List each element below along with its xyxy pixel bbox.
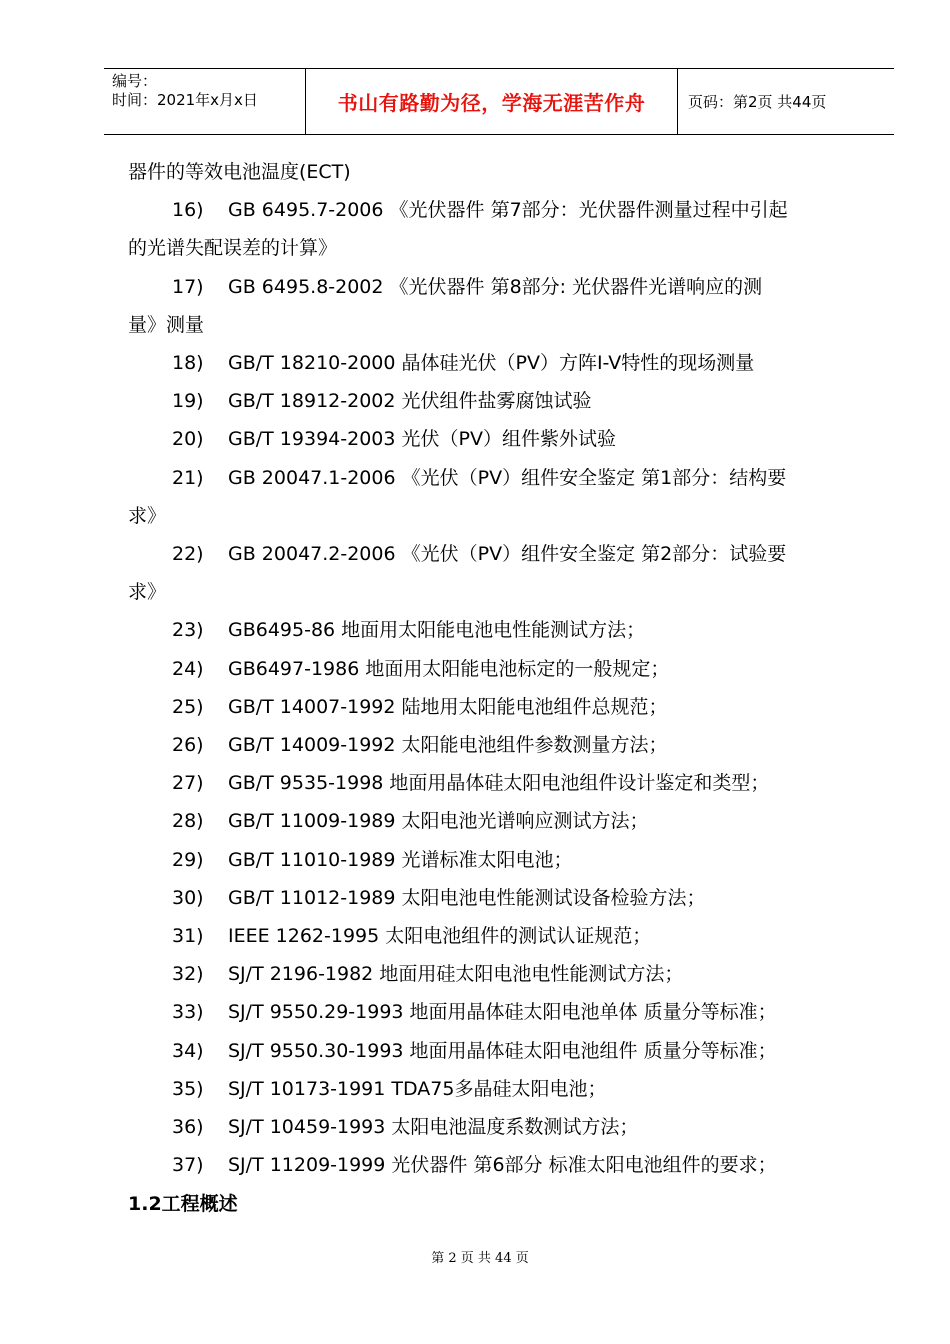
reference-list-item xyxy=(172,962,683,986)
continuation-line: 求》 xyxy=(128,581,167,603)
reference-list-item xyxy=(172,427,616,451)
list-item-number: 16) xyxy=(172,199,204,221)
reference-list-item xyxy=(172,542,786,566)
reference-list-item xyxy=(172,351,754,375)
list-item-text: GB 6495.8-2002 《光伏器件 第8部分: 光伏器件光谱响应的测 xyxy=(228,276,763,298)
list-item-number: 21) xyxy=(172,467,204,489)
list-item-text: GB/T 18912-2002 光伏组件盐雾腐蚀试验 xyxy=(228,390,592,412)
header-page-info: 页码：第2页 共44页 xyxy=(688,93,827,111)
list-item-text: SJ/T 2196-1982 地面用硅太阳电池电性能测试方法； xyxy=(228,963,684,985)
list-item-number: 32) xyxy=(172,963,204,985)
reference-list-item xyxy=(172,1039,777,1063)
reference-list-item xyxy=(172,466,786,490)
reference-list-item xyxy=(172,389,592,413)
document-header xyxy=(104,68,894,135)
list-item-text: GB6495-86 地面用太阳能电池电性能测试方法； xyxy=(228,619,646,641)
list-item-text: IEEE 1262-1995 太阳电池组件的测试认证规范； xyxy=(228,925,652,947)
reference-list-item xyxy=(172,275,762,299)
reference-list-item xyxy=(172,924,651,948)
reference-list-item xyxy=(172,695,668,719)
list-item-number: 30) xyxy=(172,887,204,909)
list-item-text: SJ/T 9550.30-1993 地面用晶体硅太阳电池组件 质量分等标准； xyxy=(228,1040,777,1062)
reference-list-item xyxy=(172,1077,606,1101)
reference-list-item xyxy=(172,886,706,910)
list-item-text: GB/T 9535-1998 地面用晶体硅太阳电池组件设计鉴定和类型； xyxy=(228,772,770,794)
continuation-line: 量》测量 xyxy=(128,314,205,336)
reference-list-item xyxy=(172,1115,638,1139)
list-item-text: GB 20047.2-2006 《光伏（PV）组件安全鉴定 第2部分：试验要 xyxy=(228,543,787,565)
header-motto: 书山有路勤为径，学海无涯苦作舟 xyxy=(337,91,646,115)
list-item-text: SJ/T 10173-1991 TDA75多晶硅太阳电池； xyxy=(228,1078,607,1100)
list-item-number: 20) xyxy=(172,428,204,450)
list-item-number: 25) xyxy=(172,696,204,718)
list-item-number: 22) xyxy=(172,543,204,565)
header-meta-cell xyxy=(104,69,306,134)
list-item-text: GB/T 19394-2003 光伏（PV）组件紫外试验 xyxy=(228,428,616,450)
section-heading: 1.2工程概述 xyxy=(128,1193,238,1215)
list-item-text: SJ/T 9550.29-1993 地面用晶体硅太阳电池单体 质量分等标准； xyxy=(228,1001,777,1023)
page-footer: 第 2 页 共 44 页 xyxy=(431,1251,529,1266)
reference-list-item xyxy=(172,809,649,833)
reference-list-item xyxy=(172,198,788,222)
list-item-number: 26) xyxy=(172,734,204,756)
list-item-text: GB/T 18210-2000 晶体硅光伏（PV）方阵I-V特性的现场测量 xyxy=(228,352,755,374)
reference-list-item xyxy=(172,1000,777,1024)
reference-list-item xyxy=(172,733,668,757)
reference-list-item xyxy=(172,771,769,795)
list-item-text: GB 6495.7-2006 《光伏器件 第7部分：光伏器件测量过程中引起 xyxy=(228,199,788,221)
time-label: 时间：2021年x月x日 xyxy=(112,91,258,109)
header-page-cell xyxy=(678,69,894,134)
list-item-text: GB/T 14007-1992 陆地用太阳能电池组件总规范； xyxy=(228,696,668,718)
list-item-number: 17) xyxy=(172,276,204,298)
continuation-line: 器件的等效电池温度(ECT) xyxy=(128,161,351,183)
list-item-number: 35) xyxy=(172,1078,204,1100)
list-item-text: GB/T 11010-1989 光谱标准太阳电池； xyxy=(228,849,573,871)
continuation-line: 求》 xyxy=(128,505,167,527)
list-item-number: 28) xyxy=(172,810,204,832)
reference-list-item xyxy=(172,1153,777,1177)
list-item-number: 37) xyxy=(172,1154,204,1176)
list-item-number: 19) xyxy=(172,390,204,412)
list-item-number: 31) xyxy=(172,925,204,947)
list-item-number: 34) xyxy=(172,1040,204,1062)
list-item-number: 36) xyxy=(172,1116,204,1138)
header-motto-cell xyxy=(306,69,678,134)
list-item-number: 27) xyxy=(172,772,204,794)
list-item-number: 24) xyxy=(172,658,204,680)
list-item-number: 33) xyxy=(172,1001,204,1023)
number-label: 编号： xyxy=(112,72,158,90)
list-item-text: GB/T 11012-1989 太阳电池电性能测试设备检验方法； xyxy=(228,887,706,909)
list-item-text: SJ/T 10459-1993 太阳电池温度系数测试方法； xyxy=(228,1116,639,1138)
list-item-text: GB/T 11009-1989 太阳电池光谱响应测试方法； xyxy=(228,810,649,832)
list-item-text: GB/T 14009-1992 太阳能电池组件参数测量方法； xyxy=(228,734,668,756)
reference-list-item xyxy=(172,618,645,642)
reference-list-item xyxy=(172,848,573,872)
list-item-text: GB6497-1986 地面用太阳能电池标定的一般规定； xyxy=(228,658,670,680)
list-item-number: 18) xyxy=(172,352,204,374)
list-item-number: 29) xyxy=(172,849,204,871)
reference-list-item xyxy=(172,657,669,681)
continuation-line: 的光谱失配误差的计算》 xyxy=(128,237,338,259)
list-item-text: SJ/T 11209-1999 光伏器件 第6部分 标准太阳电池组件的要求； xyxy=(228,1154,777,1176)
list-item-number: 23) xyxy=(172,619,204,641)
list-item-text: GB 20047.1-2006 《光伏（PV）组件安全鉴定 第1部分：结构要 xyxy=(228,467,787,489)
